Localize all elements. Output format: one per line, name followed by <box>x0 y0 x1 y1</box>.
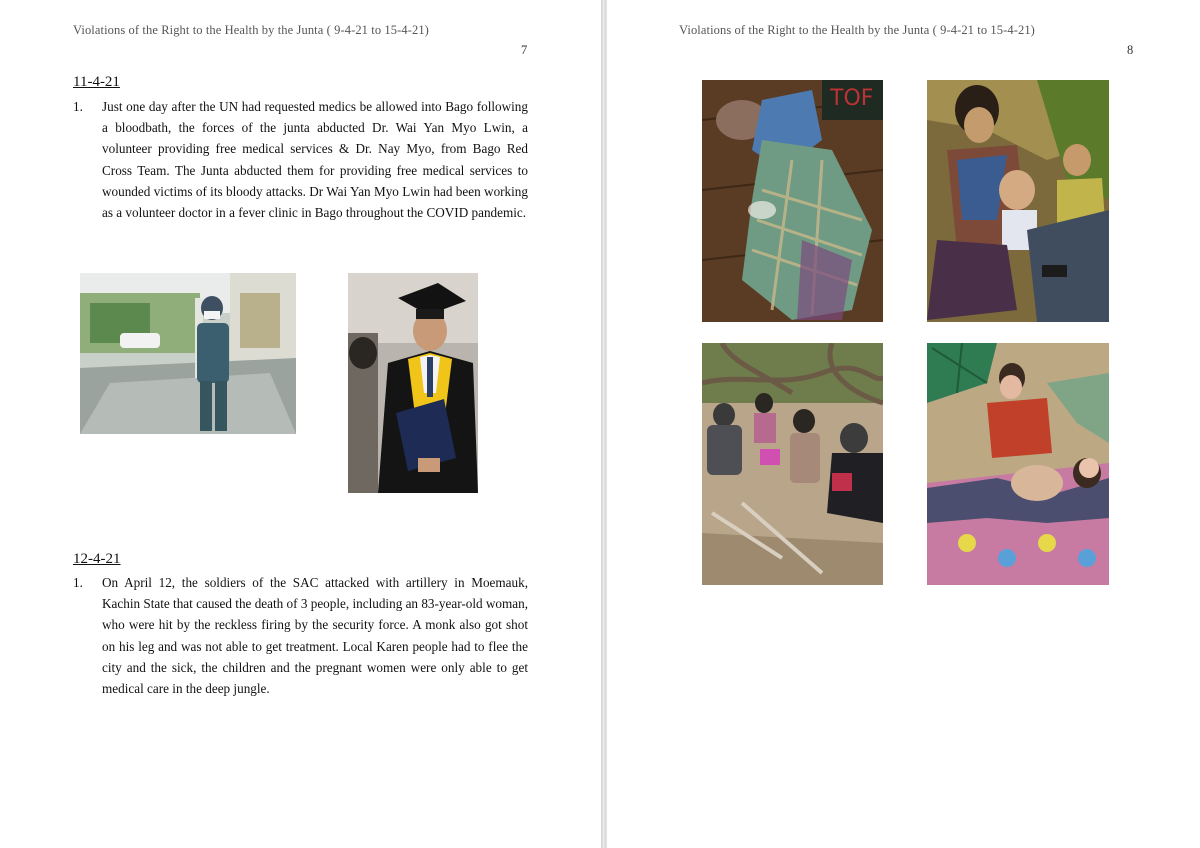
photo-pregnant-woman-on-mat <box>927 343 1109 585</box>
photo-mother-and-baby-checkup <box>927 80 1109 322</box>
running-head-right: Violations of the Right to the Health by the Junta ( 9-4-21 to 15-4-21) <box>679 23 1035 37</box>
list-item <box>73 96 528 246</box>
photo-doctor-in-scrubs <box>80 273 296 434</box>
item-text: On April 12, the soldiers of the SAC attacked with artillery in Moemauk, Kachin State that caused the death of 3 people, including an 83-year-old woman, who were hit by the reckless firing by the security force. A monk also got shot on his leg and was not able to get treatment. Local Karen people had to flee the city and the sick, the children and the pregnant women were only able to get medical care in the deep jungle. <box>102 575 528 697</box>
page-number-right: 8 <box>1127 43 1134 57</box>
svg-text:TOF: TOF <box>830 86 874 111</box>
item-number: 1. <box>73 99 83 114</box>
page-number-left: 7 <box>521 43 528 57</box>
photo-graduate-portrait <box>348 273 478 493</box>
item-text: Just one day after the UN had requested medics be allowed into Bago following a bloodbath, the forces of the junta abducted Dr. Wai Yan Myo Lwin, a volunteer providing free medical services & Dr. Nay Myo, from Bago Red Cross Team. The Junta abducted them for providing free medical services to wounded victims of its bloody attacks. Dr Wai Yan Myo Lwin had been working as a volunteer doctor in a fever clinic in Bago throughout the COVID pandemic. <box>102 99 528 221</box>
photo-forest-medical-care <box>702 343 883 585</box>
date-heading-12-4-21: 12-4-21 <box>73 551 121 567</box>
item-number: 1. <box>73 575 83 590</box>
list-item <box>73 572 528 702</box>
right-page <box>606 0 1200 848</box>
date-heading-11-4-21: 11-4-21 <box>73 74 120 90</box>
photo-patient-on-floor <box>702 80 883 322</box>
running-head-left: Violations of the Right to the Health by the Junta ( 9-4-21 to 15-4-21) <box>73 23 429 37</box>
